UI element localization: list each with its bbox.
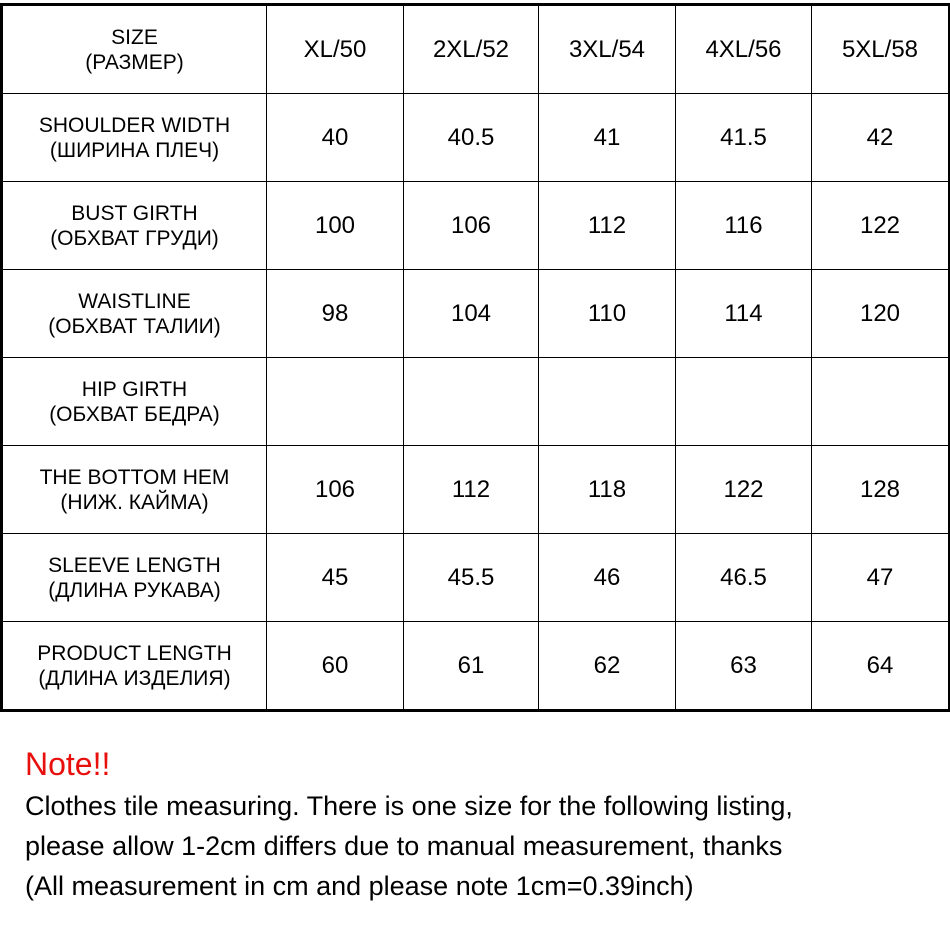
size-column-header: 2XL/52: [404, 5, 539, 94]
size-header-cell: [2, 5, 267, 94]
table-row: [2, 446, 950, 534]
row-label-cell: [2, 94, 267, 182]
table-cell: 40.5: [404, 94, 539, 182]
table-cell: 128: [812, 446, 950, 534]
table-header-row: [2, 5, 950, 94]
table-cell: 42: [812, 94, 950, 182]
row-label-en: THE BOTTOM HEM: [39, 465, 230, 489]
row-label-ru: (ОБХВАТ БЕДРА): [49, 402, 220, 426]
row-label-en: HIP GIRTH: [81, 377, 188, 401]
table-cell: [539, 358, 676, 446]
table-cell: 63: [676, 622, 812, 711]
table-row: [2, 270, 950, 358]
size-column-header: XL/50: [267, 5, 404, 94]
row-label-ru: (ДЛИНА РУКАВА): [48, 578, 221, 602]
table-cell: [404, 358, 539, 446]
row-label-ru: (ШИРИНА ПЛЕЧ): [49, 138, 220, 162]
table-cell: 98: [267, 270, 404, 358]
table-row: [2, 358, 950, 446]
table-cell: 46.5: [676, 534, 812, 622]
table-cell: 104: [404, 270, 539, 358]
table-cell: 61: [404, 622, 539, 711]
note-title: Note!!: [25, 746, 111, 782]
table-cell: 60: [267, 622, 404, 711]
size-chart-table: [0, 3, 950, 712]
row-label-cell: [2, 446, 267, 534]
table-cell: 116: [676, 182, 812, 270]
table-cell: 122: [676, 446, 812, 534]
row-label-cell: [2, 182, 267, 270]
row-label-ru: (НИЖ. КАЙМА): [60, 490, 209, 514]
table-cell: 45: [267, 534, 404, 622]
table-row: [2, 534, 950, 622]
table-cell: 62: [539, 622, 676, 711]
table-cell: 47: [812, 534, 950, 622]
table-cell: 118: [539, 446, 676, 534]
row-label-en: WAISTLINE: [78, 289, 191, 313]
measurement-note: [25, 744, 950, 906]
table-cell: 46: [539, 534, 676, 622]
table-cell: 45.5: [404, 534, 539, 622]
size-column-header: 3XL/54: [539, 5, 676, 94]
row-label-ru: (ОБХВАТ ГРУДИ): [50, 226, 219, 250]
table-row: [2, 94, 950, 182]
table-cell: 112: [539, 182, 676, 270]
row-label-ru: (ДЛИНА ИЗДЕЛИЯ): [38, 666, 231, 690]
table-row: [2, 182, 950, 270]
row-label-cell: [2, 534, 267, 622]
table-cell: 64: [812, 622, 950, 711]
row-label-cell: [2, 358, 267, 446]
table-cell: 106: [267, 446, 404, 534]
table-cell: 41: [539, 94, 676, 182]
size-column-header: 4XL/56: [676, 5, 812, 94]
table-row: [2, 622, 950, 711]
row-label-cell: [2, 270, 267, 358]
table-cell: 120: [812, 270, 950, 358]
table-cell: 106: [404, 182, 539, 270]
row-label-en: SLEEVE LENGTH: [48, 553, 221, 577]
table-cell: 40: [267, 94, 404, 182]
size-header-label-en: SIZE: [111, 25, 158, 49]
row-label-cell: [2, 622, 267, 711]
note-line: please allow 1-2cm differs due to manual measurement, thanks: [25, 831, 783, 861]
row-label-en: PRODUCT LENGTH: [37, 641, 232, 665]
row-label-en: SHOULDER WIDTH: [38, 113, 231, 137]
table-cell: 100: [267, 182, 404, 270]
table-cell: 122: [812, 182, 950, 270]
table-cell: 114: [676, 270, 812, 358]
size-column-header: 5XL/58: [812, 5, 950, 94]
size-header-label-ru: (РАЗМЕР): [85, 50, 184, 74]
note-line: Clothes tile measuring. There is one size for the following listing,: [25, 791, 793, 821]
table-cell: [676, 358, 812, 446]
table-cell: 112: [404, 446, 539, 534]
table-cell: 41.5: [676, 94, 812, 182]
row-label-ru: (ОБХВАТ ТАЛИИ): [48, 314, 221, 338]
table-cell: [812, 358, 950, 446]
row-label-en: BUST GIRTH: [71, 201, 198, 225]
table-cell: [267, 358, 404, 446]
table-cell: 110: [539, 270, 676, 358]
note-line: (All measurement in cm and please note 1cm=0.39inch): [25, 871, 694, 901]
